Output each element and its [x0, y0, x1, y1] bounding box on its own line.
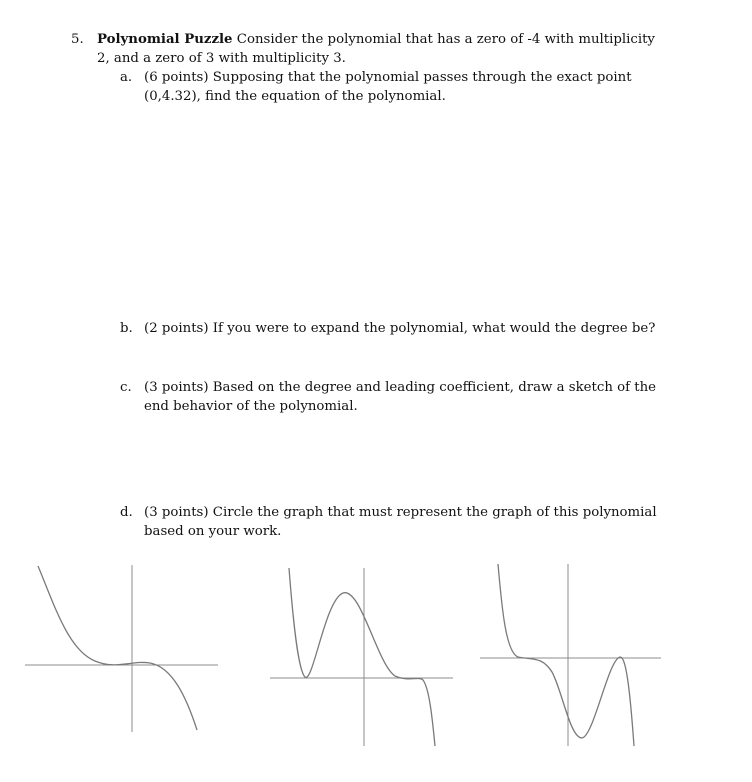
- part-d-letter: d.: [120, 505, 133, 520]
- graph-1-curve: [38, 566, 197, 730]
- part-a: [120, 68, 660, 106]
- part-b-text: (2 points) If you were to expand the polynomial, what would the degree be?: [144, 321, 656, 336]
- question-statement: Consider the polynomial that has a zero of -4 with multiplicity 2, and a zero of 3 with multiplicity 3.: [97, 32, 655, 66]
- part-a-text: (6 points) Supposing that the polynomial passes through the exact point (0,4.32), find the equation of the polynomial.: [144, 70, 632, 104]
- part-c: [120, 378, 660, 416]
- graph-2-curve: [289, 568, 435, 746]
- part-c-text: (3 points) Based on the degree and leading coefficient, draw a sketch of the end behavior of the polynomial.: [144, 380, 657, 414]
- question-number: 5.: [71, 32, 84, 47]
- part-b-letter: b.: [120, 321, 133, 336]
- part-d-text: (3 points) Circle the graph that must represent the graph of this polynomial based on your work.: [144, 505, 657, 539]
- part-b: [120, 319, 660, 338]
- graph-option-2[interactable]: [265, 560, 460, 750]
- graph-3-curve: [498, 564, 634, 746]
- part-a-letter: a.: [120, 70, 133, 85]
- graph-option-1[interactable]: [20, 560, 220, 735]
- part-d: [120, 503, 660, 541]
- question-5: [71, 30, 671, 68]
- question-title: Polynomial Puzzle: [97, 32, 233, 47]
- graph-option-3[interactable]: [478, 560, 668, 750]
- part-c-letter: c.: [120, 380, 132, 395]
